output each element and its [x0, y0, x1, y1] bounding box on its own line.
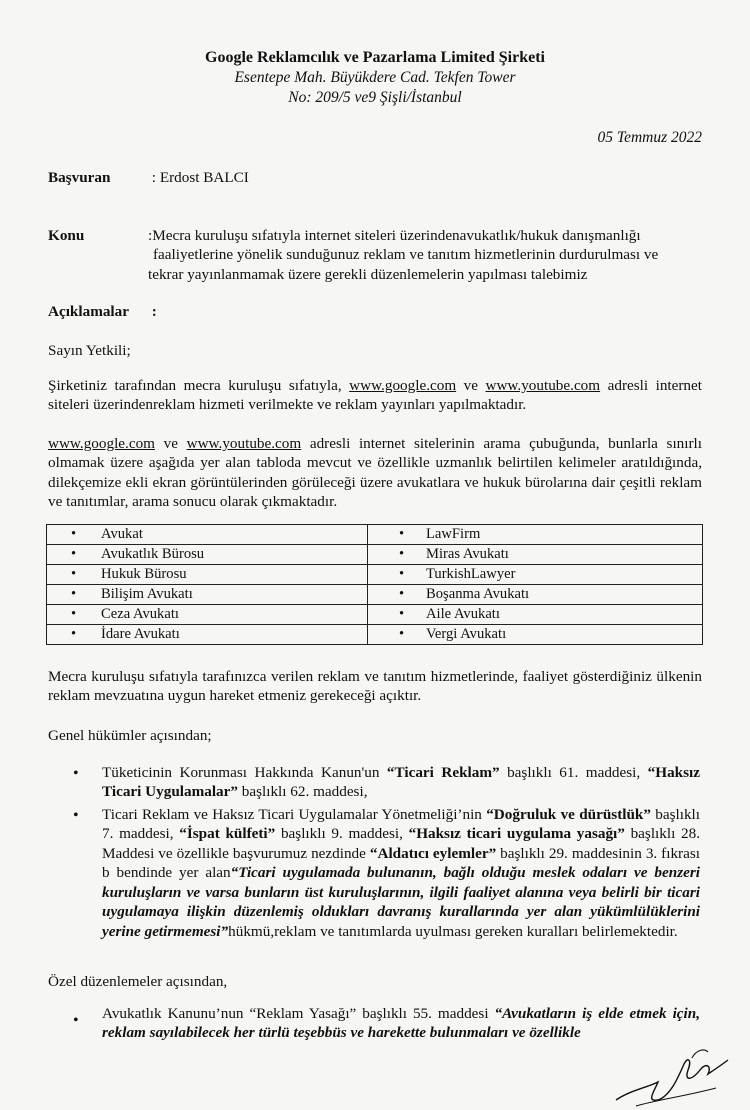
table-row	[47, 585, 703, 605]
keyword: Avukat	[101, 526, 143, 542]
general-item-2	[102, 805, 700, 941]
letter-header	[0, 48, 750, 108]
table-row	[47, 605, 703, 625]
keyword-cell	[47, 585, 367, 604]
company-address-line1: Esentepe Mah. Büyükdere Cad. Tekfen Tower	[234, 69, 516, 87]
bullet-icon: •	[399, 586, 405, 602]
greeting: Sayın Yetkili;	[48, 342, 131, 359]
signature	[596, 1030, 746, 1110]
bold-text: “İspat külfeti”	[179, 825, 276, 843]
paragraph-3: Mecra kuruluşu sıfatıyla tarafınızca verilen reklam ve tanıtım hizmetlerinde, faaliyet gösterdiğiniz ülkenin reklam mevzuatına uygun hareket etmeniz gerekeceği açıktır.	[48, 668, 702, 705]
special-heading: Özel düzenlemeler açısından,	[48, 973, 228, 990]
bold-italic-quote: “Ticari uygulamada bulunanın, bağlı olduğu meslek odaları ve benzeri kuruluşların ve varsa bunların üst kuruluşlarının, ilgili faaliyet alanına veya belirli bir ticari uygulamaya ilişkin düzenlemiş oldukları davranış kurallarında yer alan yükümlülüklerini yerine getirmemesi”	[102, 864, 700, 940]
paragraph-2	[48, 434, 702, 512]
explanations-row	[48, 302, 157, 321]
keyword-cell	[47, 525, 367, 544]
keyword-cell	[368, 585, 702, 604]
keyword: Hukuk Bürosu	[101, 566, 187, 582]
bullet-icon: •	[71, 546, 77, 562]
text: Ticari Reklam ve Haksız Ticari Uygulamalar Yönetmeliği’nin	[102, 806, 487, 823]
bullet-icon: •	[73, 765, 79, 782]
bullet-icon: •	[399, 626, 405, 642]
p1-text-1: Şirketiniz tarafından mecra kuruluşu sıfatıyla,	[48, 377, 350, 394]
keyword: Miras Avukatı	[426, 546, 509, 562]
text: Avukatlık Kanunu’nun “Reklam Yasağı” başlıklı 55. maddesi	[102, 1005, 495, 1022]
keyword-cell	[368, 565, 702, 584]
table-row	[47, 545, 703, 565]
bold-text: “Haksız ticari uygulama yasağı”	[408, 825, 625, 843]
table-row	[47, 625, 703, 645]
applicant-row	[48, 168, 249, 187]
p1-text-3: adresli internet siteleri üzerindenreklam hizmeti verilmekte ve reklam yayınları yapılmaktadır.	[48, 377, 702, 414]
keyword: Boşanma Avukatı	[426, 586, 530, 602]
keyword-cell	[47, 545, 367, 564]
text: hükmü,reklam ve tanıtımlarda uyulması gereken kuralları belirlemektedir.	[228, 922, 678, 940]
keyword-cell	[47, 625, 367, 644]
text: başlıklı 9. maddesi,	[275, 825, 409, 843]
bullet-icon: •	[399, 546, 405, 562]
p2-text-1: ve	[155, 435, 187, 452]
keyword-cell	[47, 605, 367, 624]
explanations-label: Açıklamalar	[48, 303, 129, 320]
p2-text-2: adresli internet sitelerinin arama çubuğunda, bunlarla sınırlı olmamak üzere aşağıda yer alan tabloda mevcut ve özellikle uzmanlık belirtilen kelimeler aratıldığında, dilekçemize ekli ekran görüntülerinden görüleceği üzere avukatlara ve hukuk bürolarına dair çeşitli reklam ve tanıtımlar, arama sonucu olarak çıkmaktadır.	[48, 435, 702, 511]
bold-text: “Aldatıcı eylemler”	[369, 844, 497, 862]
keyword: Avukatlık Bürosu	[101, 546, 205, 562]
bold-text: “Ticari Reklam”	[386, 764, 500, 781]
table-row	[47, 525, 703, 545]
p1-text-2: ve	[456, 377, 486, 394]
keyword-cell	[368, 525, 702, 544]
keyword-cell	[47, 565, 367, 584]
google-link-2[interactable]: www.google.com	[48, 435, 155, 452]
explanations-colon: :	[151, 303, 157, 320]
keyword: İdare Avukatı	[101, 626, 180, 642]
applicant-label: Başvuran	[48, 169, 111, 186]
keyword-cell	[368, 605, 702, 624]
keyword: LawFirm	[426, 526, 481, 542]
text: başlıklı 62. maddesi,	[237, 783, 368, 801]
text: başlıklı 61. maddesi,	[499, 764, 648, 781]
letter-date: 05 Temmuz 2022	[597, 129, 702, 146]
table-row	[47, 565, 703, 585]
subject-line-3: tekrar yayınlanmamak üzere gerekli düzenlemelerin yapılması talebimiz	[148, 265, 588, 283]
company-name: Google Reklamcılık ve Pazarlama Limited Şirketi	[205, 49, 545, 66]
bullet-icon: •	[73, 807, 79, 824]
text: başlıklı 7. maddesi,	[102, 806, 700, 843]
subject-row	[48, 226, 148, 245]
subject-text	[148, 226, 708, 284]
keyword: Bilişim Avukatı	[101, 586, 193, 602]
keyword-cell	[368, 545, 702, 564]
bullet-icon: •	[71, 526, 77, 542]
text: başlıklı 28. Maddesi ve özellikle başvurumuz nezdinde	[102, 825, 700, 862]
bullet-icon: •	[71, 626, 77, 642]
keyword: Aile Avukatı	[426, 606, 500, 622]
bullet-icon: •	[73, 1012, 79, 1029]
keyword: Vergi Avukatı	[426, 626, 507, 642]
keyword-table	[46, 524, 703, 645]
general-item-1	[102, 763, 700, 802]
subject-line-1: :Mecra kuruluşu sıfatıyla internet siteleri üzerindenavukatlık/hukuk danışmanlığı	[148, 227, 641, 244]
bullet-icon: •	[71, 606, 77, 622]
youtube-link-2[interactable]: www.youtube.com	[186, 435, 302, 452]
paragraph-1	[48, 376, 702, 415]
company-address-line2: No: 209/5 ve9 Şişli/İstanbul	[288, 89, 462, 107]
bold-text: “Doğruluk ve dürüstlük”	[486, 806, 651, 823]
keyword: TurkishLawyer	[426, 566, 516, 582]
youtube-link[interactable]: www.youtube.com	[485, 377, 601, 394]
bullet-icon: •	[399, 526, 405, 542]
keyword-cell	[368, 625, 702, 644]
bullet-icon: •	[71, 566, 77, 582]
bold-italic-quote: “Avukatların iş elde etmek için, reklam sayılabilecek her türlü teşebbüs ve harekette bulunmaları ve özellikle	[102, 1005, 700, 1042]
applicant-value: : Erdost BALCI	[151, 169, 249, 186]
keyword: Ceza Avukatı	[101, 606, 179, 622]
google-link[interactable]: www.google.com	[349, 377, 457, 394]
text: başlıklı 29. maddesinin 3. fıkrası b bendinde yer alan	[102, 844, 700, 882]
text: Tüketicinin Korunması Hakkında Kanun'un	[102, 764, 387, 781]
subject-label: Konu	[48, 227, 85, 244]
bullet-icon: •	[399, 566, 405, 582]
subject-line-2: faaliyetlerine yönelik sunduğunuz reklam ve tanıtım hizmetlerinin durdurulması ve	[153, 246, 659, 264]
bullet-icon: •	[71, 586, 77, 602]
general-heading: Genel hükümler açısından;	[48, 727, 212, 744]
bullet-icon: •	[399, 606, 405, 622]
bold-text: “Haksız Ticari Uygulamalar”	[102, 764, 700, 801]
